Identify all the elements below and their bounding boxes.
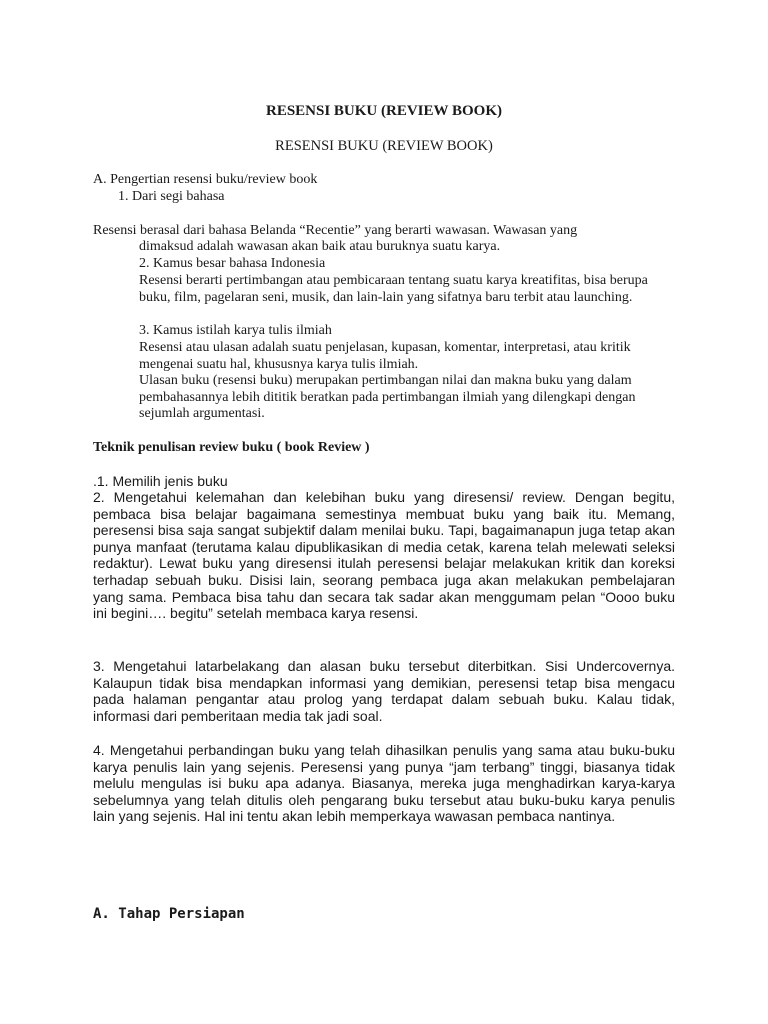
list-item-kamus-istilah: 3. Kamus istilah karya tulis ilmiah <box>139 323 332 338</box>
paragraph-line: dimaksud adalah wawasan akan baik atau buruknya suatu karya. <box>139 239 501 254</box>
page-title: RESENSI BUKU (REVIEW BOOK) <box>265 103 503 119</box>
paragraph-kbbi: Resensi berarti pertimbangan atau pembicaraan tentang suatu karya kreatifitas, bisa berupa buku, film, pagelaran seni, musik, dan lain-lain yang sifatnya baru terbit atau launching. <box>139 273 648 305</box>
teknik-item-2: 2. Mengetahui kelemahan dan kelebihan buku yang diresensi/ review. Dengan begitu, pembaca bisa belajar bagaimana semestinya membuat buku yang baik itu. Memang, peresensi bisa saja sangat subjektif dalam menilai buku. Tapi, bagaimanapun juga tetap akan punya manfaat (terutama kalau dipublikasikan di media cetak, karena telah melewati seleksi redaktur). Lewat buku yang diresensi itulah peresensi belajar melakukan kritik dan koreksi terhadap sebuah buku. Disisi lain, seorang pembaca juga akan melakukan pembelajaran yang sama. Pembaca bisa tahu dan secara tak sadar akan menggumam pelan “Oooo buku ini begini…. begitu” setelah membaca karya resensi. <box>93 489 675 622</box>
paragraph-line: Resensi berasal dari bahasa Belanda “Recentie” yang berarti wawasan. Wawasan yang <box>93 223 578 238</box>
paragraph-kamus-istilah: Resensi atau ulasan adalah suatu penjelasan, kupasan, komentar, interpretasi, atau kritik mengenai suatu hal, khususnya karya tulis ilmiah. <box>139 340 631 372</box>
paragraph-ulasan-buku: Ulasan buku (resensi buku) merupakan pertimbangan nilai dan makna buku yang dalam pembahasannya lebih dititik beratkan pada pertimbangan ilmiah yang dilengkapi dengan sejumlah argumentasi. <box>139 373 636 422</box>
list-item-segi-bahasa: 1. Dari segi bahasa <box>118 189 225 204</box>
list-item-kbbi: 2. Kamus besar bahasa Indonesia <box>139 256 326 271</box>
page-subtitle: RESENSI BUKU (REVIEW BOOK) <box>275 138 493 154</box>
section-heading-pengertian: A. Pengertian resensi buku/review book <box>93 172 318 187</box>
teknik-item-1: .1. Memilih jenis buku <box>93 473 228 489</box>
teknik-heading: Teknik penulisan review buku ( book Review ) <box>93 440 370 455</box>
teknik-item-4: 4. Mengetahui perbandingan buku yang telah dihasilkan penulis yang sama atau buku-buku karya penulis lain yang sejenis. Peresensi yang punya “jam terbang” tinggi, biasanya tidak melulu mengulas isi buku apa adanya. Biasanya, mereka juga menghadirkan karya-karya sebelumnya yang telah ditulis oleh pengarang buku tersebut atau buku-buku karya penulis lain yang sejenis. Hal ini tentu akan lebih memperkaya wawasan pembaca nantinya. <box>93 742 675 825</box>
tahap-persiapan-heading: A. Tahap Persiapan <box>93 906 245 922</box>
teknik-item-3: 3. Mengetahui latarbelakang dan alasan buku tersebut diterbitkan. Sisi Undercovernya. Kalaupun tidak bisa mendapkan informasi yang demikian, peresensi tetap bisa mengacu pada halaman pengantar atau prolog yang terdapat dalam sebuah buku. Kalau tidak, informasi dari pemberitaan media tak jadi soal. <box>93 658 675 724</box>
